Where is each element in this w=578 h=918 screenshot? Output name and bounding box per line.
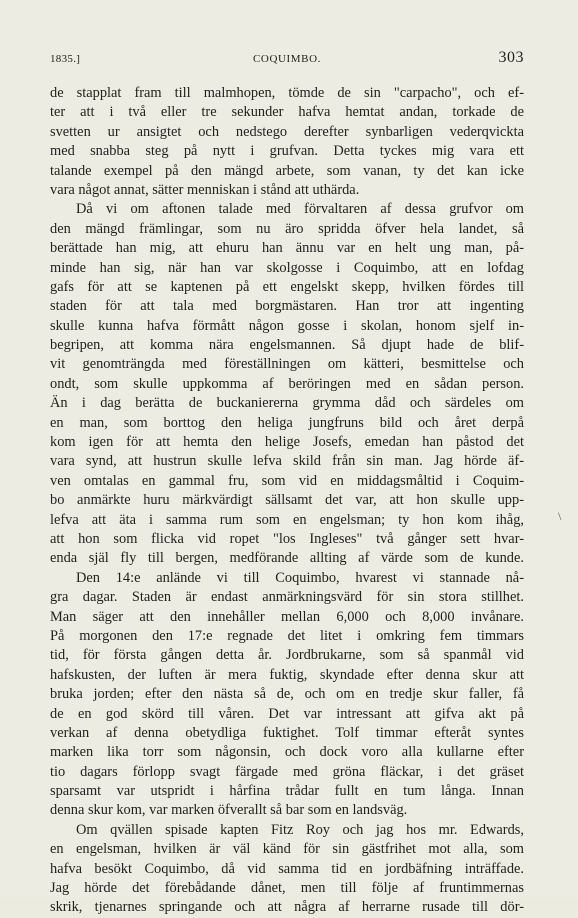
text-line: skulle kunna hafva förmått någon gosse i skolan, honom sjelf in- (50, 317, 524, 334)
text-line: svetten ur ansigtet och nedstego derefter synbarligen vederqvickta (50, 123, 524, 140)
text-line: Om qvällen spisade kapten Fitz Roy och jag hos mr. Edwards, (76, 821, 524, 838)
text-line: att hon som flicka vid ropet "los Ingleses" två gånger sett hvar- (50, 530, 524, 547)
text-line: bruka jorden; efter den nästa så de, och om en tredje skur faller, få (50, 686, 524, 703)
margin-mark: \ (558, 509, 562, 523)
text-line: ondt, som skulle uppkomma af beröringen med en sådan person. (50, 375, 524, 392)
text-line: enda själ fly till bergen, medförande allting af värde som de kunde. (50, 550, 524, 567)
text-line: gra dagar. Staden är endast anmärkningsvärd för sin stora stillhet. (50, 589, 524, 606)
text-line: de stapplat fram till malmhopen, tömde de sin "carpacho", och ef- (50, 85, 524, 101)
text-line: bo anmärkte huru märkvärdigt sällsamt det var, att hon skulle upp- (50, 492, 524, 509)
text-line: hafva besökt Coquimbo, då vid samma tid en jordbäfning inträffade. (50, 860, 524, 877)
text-line: sparsamt var utspridt i hårfina trådar fullt en tum långa. Innan (50, 783, 524, 800)
text-line: med snabba steg på nytt i grufvan. Detta tyckes mig vara ett (50, 143, 524, 160)
page-number: 303 (498, 49, 524, 66)
text-line: begripen, att komma nära engelsmannen. Så djupt hade de blif- (50, 337, 524, 354)
text-line: den mängd främlingar, som nu äro spridda öfver hela landet, så (50, 220, 524, 237)
text-line: Man säger att den innehåller mellan 6,000 och 8,000 invånare. (50, 608, 524, 625)
text-line: verkan af denna obetydliga fuktighet. Tolf timmar efteråt syntes (50, 724, 524, 741)
text-line: På morgonen den 17:e regnade det litet i omkring fem timmars (50, 627, 524, 644)
text-line: marken lika torr som någonsin, och dock voro alla kullarne efter (50, 744, 524, 761)
text-line: berättade han mig, att ehuru han ännu var en helt ung man, på- (50, 240, 524, 257)
text-line: skrik, tjenarnes springande och att några af herrarne rusade till dör- (50, 899, 524, 916)
running-title: COQUIMBO. (252, 53, 322, 65)
text-line: en engelsman, hvilken är väl känd för sin gästfrihet mot alla, som (50, 841, 524, 858)
page-header (50, 50, 524, 70)
text-line: Jag hörde det förebådande dånet, men till följe af fruntimmernas (50, 880, 524, 897)
text-line: en man, som borttog den heliga jungfruns bild och året derpå (50, 414, 524, 431)
text-line: minde han sig, när han var skolgosse i Coquimbo, att en lofdag (50, 259, 524, 276)
text-line: denna skur kom, var marken öfverallt så bar som en landsväg. (50, 802, 408, 819)
text-line: ven omtalas en gammal fru, som vid en middagsmåltid i Coquim- (50, 472, 524, 489)
text-line: ter att i två eller tre sekunder hafva hemtat andan, torkade de (50, 104, 524, 121)
text-line: gafs för att se kaptenen på ett engelskt skepp, hvilken fördes till (50, 278, 524, 295)
text-line: vit genomträngda med föreställningen om kätteri, besmittelse och (50, 356, 524, 373)
text-line: staden för att tala med borgmästaren. Han tror att ingenting (50, 298, 524, 315)
text-line: Än i dag berätta de buckaniererna grymma dåd och särdeles om (50, 395, 524, 412)
text-line: vara synd, att hustrun skulle lefva skild från sin man. Jag hörde äf- (50, 453, 524, 470)
text-line: hafskusten, der luften är mera fuktig, skyndade efter denna skur att (50, 666, 524, 683)
text-line: tid, för första gången detta år. Jordbrukarne, som så spanmål vid (50, 647, 524, 664)
text-line: tio dagars förlopp svagt färgade med gröna fläckar, i det gräset (50, 763, 524, 780)
text-line: lefva att äta i samma rum som en engelsman; ty hon kom ihåg, (50, 511, 524, 528)
text-line: Den 14:e anlände vi till Coquimbo, hvarest vi stannade nå- (76, 569, 524, 586)
body-text (50, 84, 524, 918)
text-line: de en god skörd till våren. Det var intressant att gifva akt på (50, 705, 524, 722)
text-line: vara något annat, sätter menniskan i stånd att uthärda. (50, 181, 360, 198)
text-line: kom igen för att hemta den helige Josefs, emedan han påstod det (50, 434, 524, 451)
text-line: talande exempel på den mängd arbete, som vanan, ty det kan icke (50, 162, 524, 179)
header-year: 1835.] (50, 53, 81, 65)
text-line: Då vi om aftonen talade med förvaltaren af dessa grufvor om (76, 201, 524, 218)
